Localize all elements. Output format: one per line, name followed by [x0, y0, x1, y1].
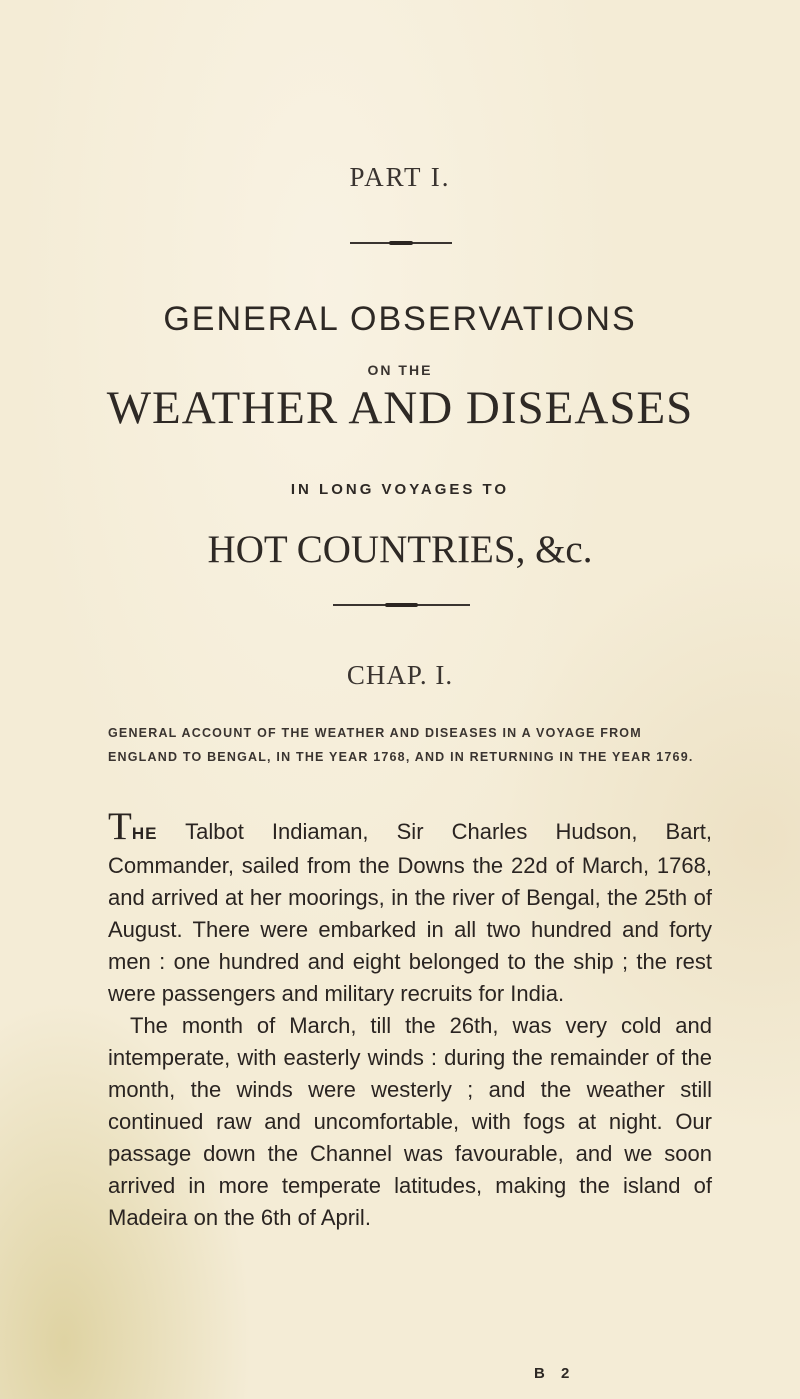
title-line-general-observations: GENERAL OBSERVATIONS — [163, 300, 637, 338]
small-caps-word: HE — [131, 824, 158, 843]
title-on-the: ON THE — [367, 362, 433, 378]
title-in-long-voyages: IN LONG VOYAGES TO — [290, 481, 510, 498]
paragraph-1-text: Talbot Indiaman, Sir Charles Hudson, Bart, Commander, sailed from the Downs the 22d of March, 1768, and arrived at her moorings, in the river of Bengal, the 25th of August. There were embarked in all two hundred and forty men : one hundred and eight belonged to the ship ; the rest were passengers and military recruits for India. — [108, 819, 712, 1006]
ornamental-rule-top — [350, 242, 452, 244]
body-text — [108, 805, 712, 1234]
paragraph-1 — [108, 805, 712, 1010]
chapter-summary: GENERAL ACCOUNT OF THE WEATHER AND DISEASES IN A VOYAGE FROM ENGLAND TO BENGAL, IN THE YEAR 1768, AND IN RETURNING IN THE YEAR 1769. — [108, 726, 694, 764]
chapter-heading: CHAP. I. — [346, 660, 454, 690]
paragraph-2: The month of March, till the 26th, was very cold and intemperate, with easterly winds : during the remainder of the month, the winds were westerly ; and the weather still continued raw and uncomfortable, with fogs at night. Our passage down the Channel was favourable, and we soon arrived in more temperate latitudes, making the island of Madeira on the 6th of April. — [108, 1013, 712, 1230]
ornamental-rule-middle — [333, 604, 470, 606]
signature-mark: B 2 — [534, 1365, 576, 1382]
part-heading: PART I. — [349, 162, 451, 192]
title-line-hot-countries: HOT COUNTRIES, &c. — [207, 528, 593, 571]
title-line-weather-and-diseases: WEATHER AND DISEASES — [106, 382, 694, 434]
drop-capital: T — [108, 805, 132, 848]
